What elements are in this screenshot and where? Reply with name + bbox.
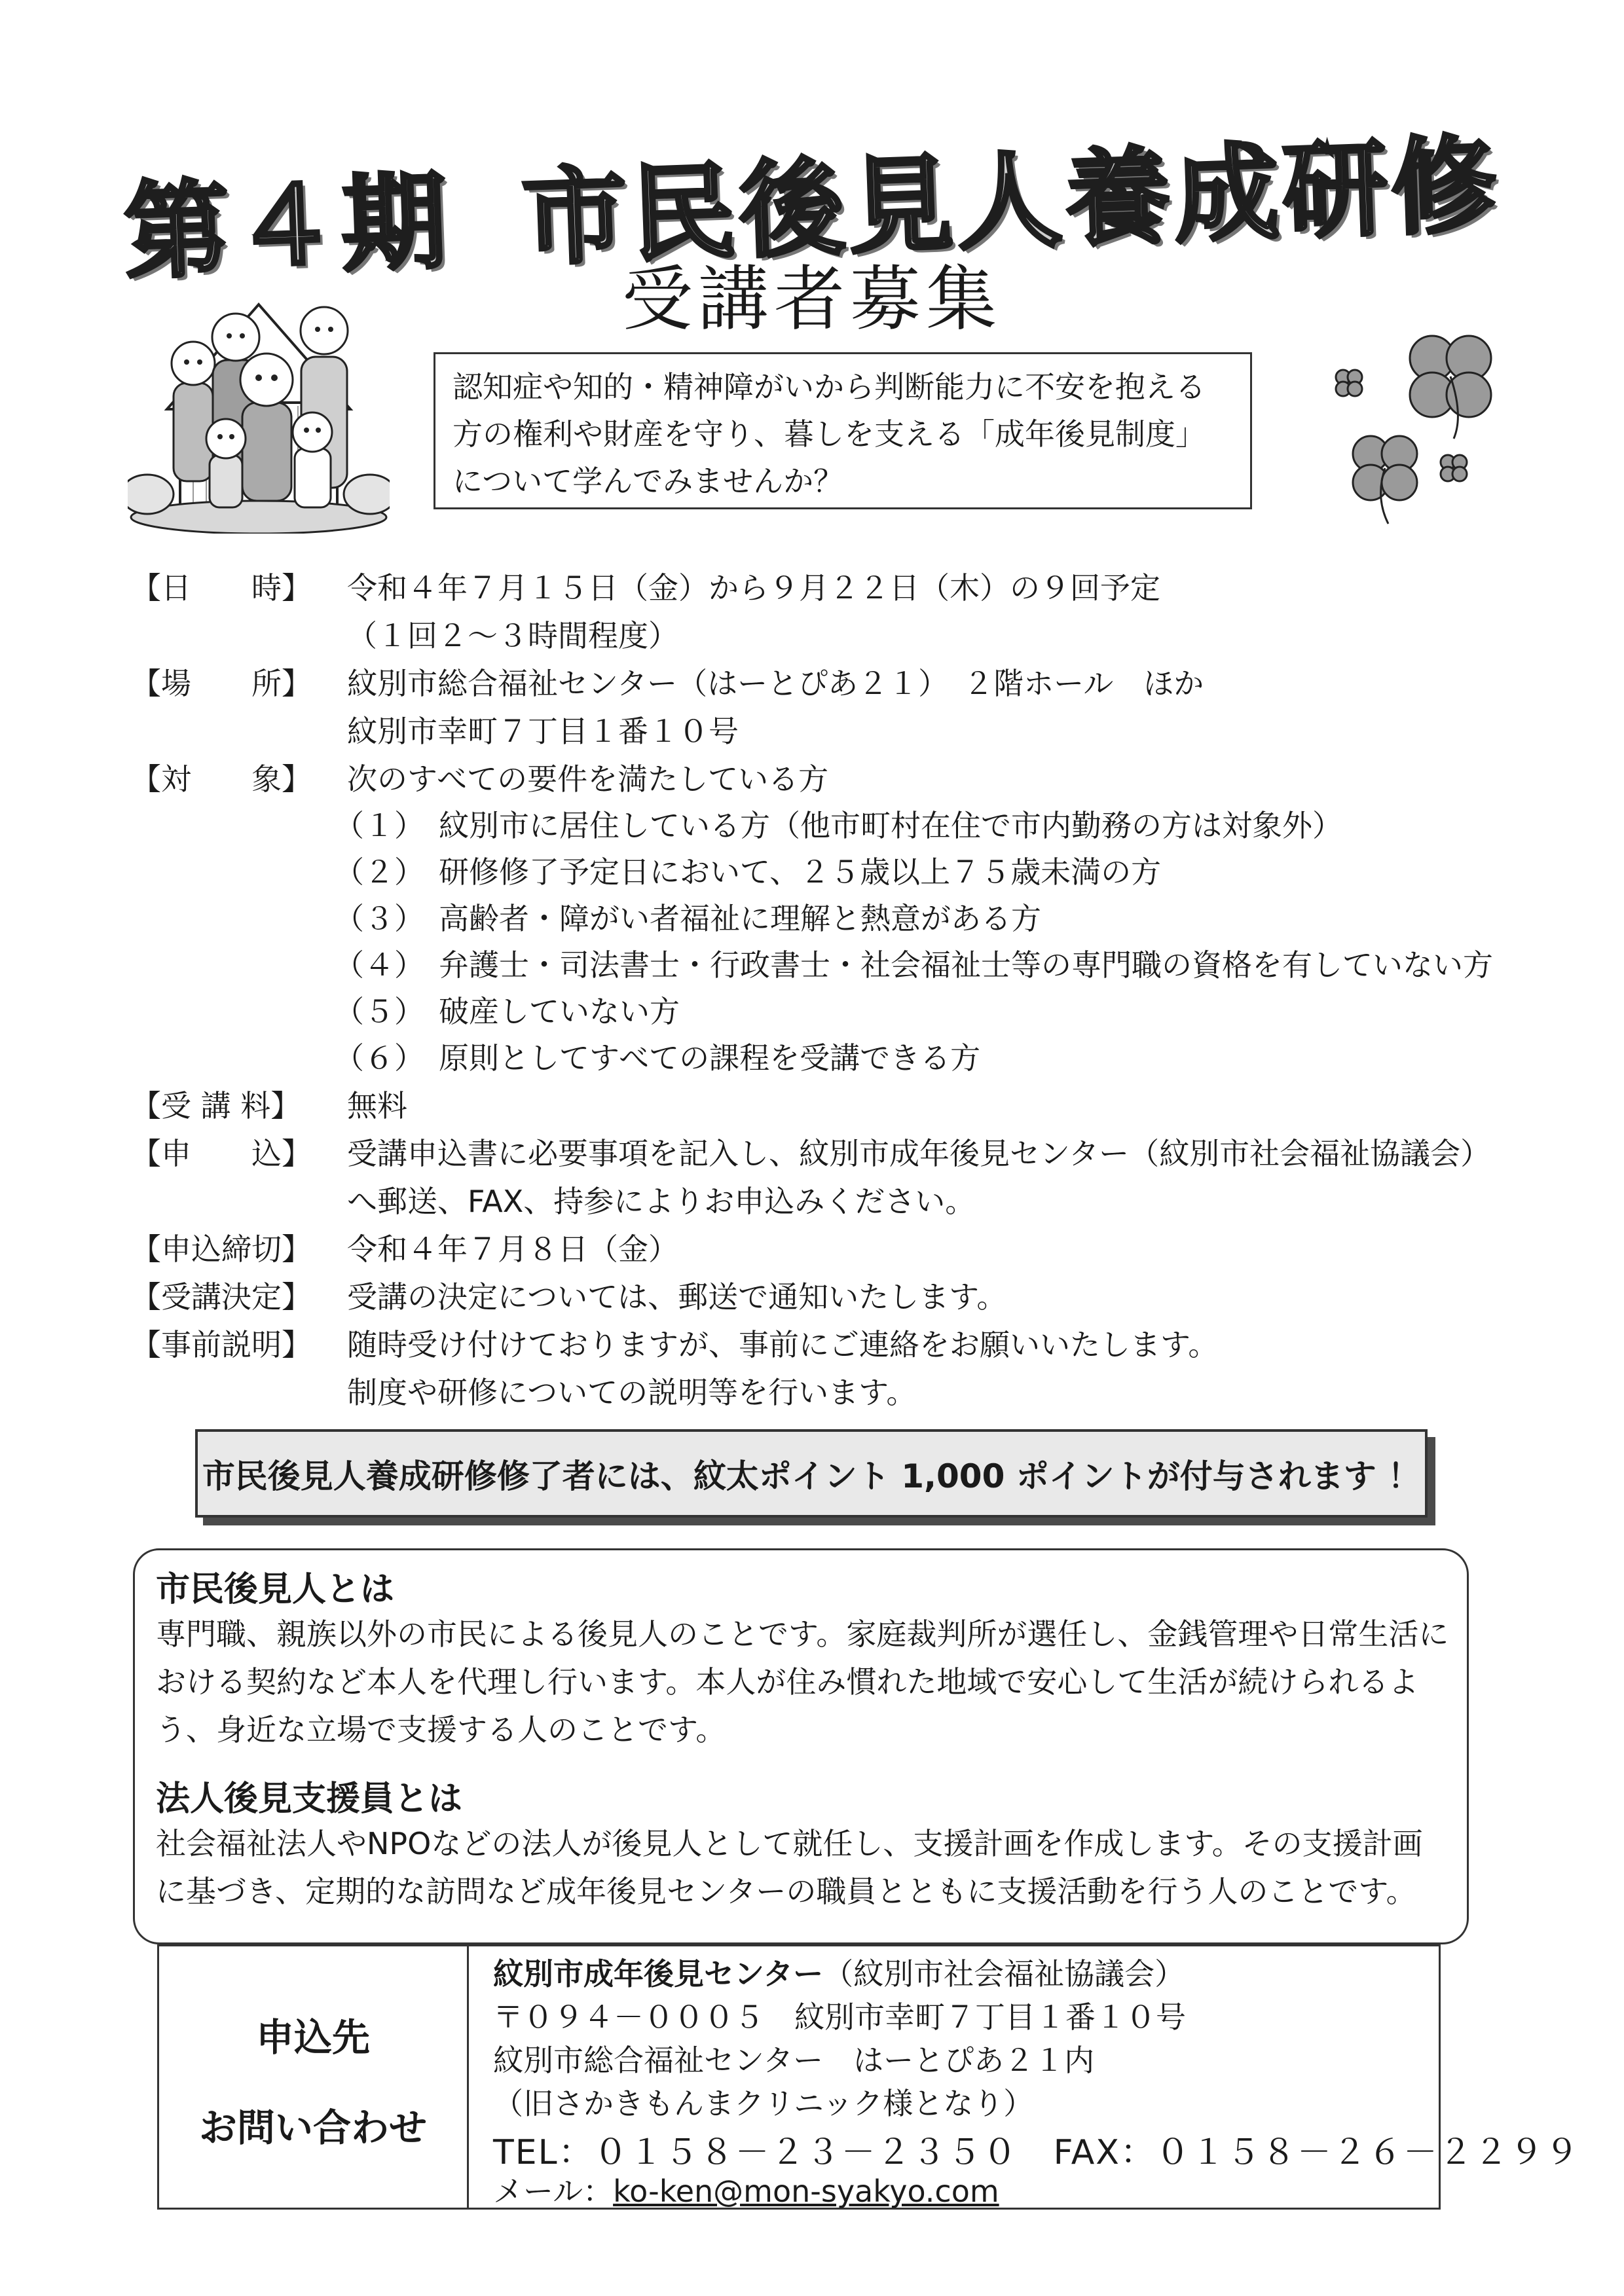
contact-building: 紋別市総合福祉センター はーとぴあ２１内 [493, 2043, 1095, 2078]
briefing-value: 随時受け付けておりますが、事前にご連絡をお願いいたします。 [347, 1327, 1219, 1362]
intro-line: 方の権利や財産を守り、暮しを支える「成年後見制度」 [452, 416, 1206, 452]
contact-organization [493, 1950, 1185, 1994]
corporate-supporter-text: 社会福祉法人やNPOなどの法人が後見人として就任し、支援計画を作成します。その支援計画 [156, 1826, 1423, 1861]
org-subname: （紋別市社会福祉協議会） [823, 1956, 1185, 1992]
target-intro: 次のすべての要件を満たしている方 [347, 761, 829, 797]
requirement-number: （４） [334, 947, 424, 983]
email-link[interactable]: ko-ken@mon-syakyo.com [613, 2174, 999, 2209]
decision-value: 受講の決定については、郵送で通知いたします。 [347, 1279, 1007, 1315]
place-value: 紋別市総合福祉センター（はーとぴあ２１） ２階ホール ほか [347, 666, 1204, 701]
contact-label-apply: 申込先 [255, 2015, 370, 2060]
contact-phone-fax: TEL：０１５８－２３－２３５０ FAX：０１５８－２６－２２９９ [493, 2133, 1580, 2172]
corporate-supporter-text: に基づき、定期的な訪問など成年後見センターの職員とともに支援活動を行う人のことです。 [156, 1874, 1416, 1909]
citizen-guardian-text: う、身近な立場で支援する人のことです。 [156, 1712, 726, 1747]
points-banner: 市民後見人養成研修修了者には、紋太ポイント 1,000 ポイントが付与されます ！ [195, 1429, 1428, 1518]
intro-box [434, 352, 1252, 509]
briefing-note: 制度や研修についての説明等を行います。 [347, 1375, 917, 1410]
contact-divider [467, 1946, 469, 2208]
datetime-value: 令和４年７月１５日（金）から９月２２日（木）の９回予定 [347, 570, 1160, 606]
datetime-note: （１回２～３時間程度） [347, 618, 678, 653]
fee-value: 無料 [347, 1088, 407, 1123]
fee-label: 【受 講 料】 [131, 1088, 301, 1123]
briefing-label: 【事前説明】 [131, 1327, 312, 1362]
requirement-text: 研修修了予定日において、２５歳以上７５歳未満の方 [439, 854, 1162, 890]
requirement-number: （１） [334, 808, 424, 843]
target-label: 【対 象】 [131, 761, 312, 797]
title-main: 市民後見人養成研修 [520, 123, 1503, 280]
decision-label: 【受講決定】 [131, 1279, 312, 1315]
citizen-guardian-text: おける契約など本人を代理し行います。本人が住み慣れた地域で安心して生活が続けられるよ [156, 1664, 1419, 1700]
citizen-guardian-text: 専門職、親族以外の市民による後見人のことです。家庭裁判所が選任し、金銭管理や日常生活に [156, 1616, 1449, 1652]
requirement-number: （６） [334, 1040, 424, 1076]
citizen-guardian-heading: 市民後見人とは [156, 1570, 395, 1609]
requirement-text: 弁護士・司法書士・行政書士・社会福祉士等の専門職の資格を有していない方 [439, 947, 1493, 983]
contact-table [157, 1944, 1580, 2210]
email-label: メール： [493, 2174, 614, 2209]
requirement-text: 紋別市に居住している方（他市町村在住で市内勤務の方は対象外） [439, 808, 1342, 843]
family-illustration [128, 291, 390, 534]
place-address: 紋別市幸町７丁目１番１０号 [347, 714, 739, 749]
contact-address: 〒０９４－０００５ 紋別市幸町７丁目１番１０号 [493, 1999, 1186, 2035]
place-label: 【場 所】 [131, 666, 312, 701]
requirement-text: 原則としてすべての課程を受講できる方 [439, 1040, 981, 1076]
title-period: 第４期 [122, 160, 453, 294]
deadline-value: 令和４年７月８日（金） [347, 1231, 678, 1267]
clover-illustration [1323, 314, 1532, 530]
apply-label: 【申 込】 [131, 1136, 312, 1171]
apply-value: 受講申込書に必要事項を記入し、紋別市成年後見センター（紋別市社会福祉協議会） [347, 1136, 1491, 1171]
requirement-number: （３） [334, 901, 424, 936]
datetime-label: 【日 時】 [131, 570, 312, 606]
requirement-text: 破産していない方 [439, 994, 680, 1029]
apply-method: へ郵送、FAX、持参によりお申込みください。 [347, 1184, 976, 1219]
org-name: 紋別市成年後見センター [493, 1956, 824, 1992]
requirement-number: （２） [334, 854, 424, 890]
contact-label-inquiry: お問い合わせ [198, 2105, 427, 2150]
intro-line: 認知症や知的・精神障がいから判断能力に不安を抱える [452, 369, 1206, 405]
intro-line: について学んでみませんか？ [452, 464, 844, 499]
page-subtitle: 受講者募集 [621, 259, 1002, 340]
requirement-text: 高齢者・障がい者福祉に理解と熱意がある方 [439, 901, 1041, 936]
contact-email-row [493, 2168, 999, 2211]
requirement-number: （５） [334, 994, 424, 1029]
contact-note: （旧さかきもんまクリニック様となり） [493, 2086, 1034, 2121]
corporate-supporter-heading: 法人後見支援員とは [156, 1779, 463, 1819]
deadline-label: 【申込締切】 [131, 1231, 312, 1267]
